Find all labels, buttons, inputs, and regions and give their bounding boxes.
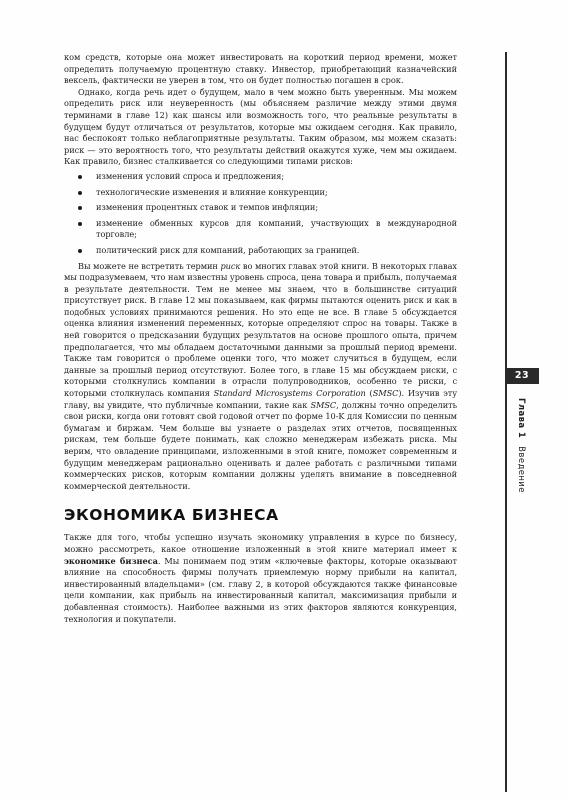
paragraph-intro: ком средств, которые она может инвестировать на короткий период времени, может определить получаемую процентную ставку. Инвестор, приобретающий казначейский вексель, фактически не уверен в том, что он будет полностью погашен в срок. (64, 52, 457, 86)
risk-types-list (64, 171, 457, 257)
term-business-economics: экономике бизнеса (64, 555, 158, 566)
chapter-label: Глава 1 (516, 398, 526, 439)
list-item: технологические изменения и влияние конкуренции; (64, 187, 457, 199)
list-item: политический риск для компаний, работающих за границей. (64, 245, 457, 257)
list-item: изменение обменных курсов для компаний, участвующих в международной торговле; (64, 218, 457, 241)
paragraph-risk-in-book: Вы можете не встретить термин риск во многих главах этой книги. В некоторых главах мы подразумеваем, что нам известны уровень спроса, цена товара и прибыль, получаемая в результате деятельности. Тем не менее мы знаем, что в большинстве ситуаций присутствует риск. В главе 12 мы показываем, как фирмы пытаются оценить риск и как в подобных условиях принимаются решения. Но это еще не все. В главе 5 обсуждается оценка влияния изменений переменных, которые определяют спрос на товары. Также в ней говорится о предсказании будущих результатов на основе прошлого опыта, причем предполагается, что мы обладаем достаточными данными за прошлый период времени. Также там говорится о проблеме оценки того, что может случиться в будущем, если данные за прошлый период отсутствуют. Более того, в главе 15 мы обсуждаем риски, с которыми столкнулись компании в отрасли полупроводников, особенно те риски, с которыми столкнулась компания Standard Microsystems Corporation (SMSC). Изучив эту главу, вы увидите, что публичные компании, такие как SMSC, должны точно определить свои риски, когда они готовят свой годовой отчет по форме 10-K для Комиссии по ценным бумагам и биржам. Чем больше вы узнаете о разделах этих отчетов, посвященных рискам, тем больше будете понимать, как сложно менеджерам избежать риска. Мы верим, что овладение принципами, изложенными в этой книге, поможет современным и будущим менеджерам рационально оценивать и далее работать с различными типами коммерческих рисков, которым компании должны уделять внимание в повседневной коммерческой деятельности. (64, 260, 457, 491)
bullet-icon (78, 206, 82, 210)
paragraph-risk-definition: Однако, когда речь идет о будущем, мало в чем можно быть уверенным. Мы можем определить риск или неуверенность (мы объясняем различие между этими двумя терминами в главе 12) как шансы или возможность того, что реальные результаты в будущем будут отличаться от результатов, которые мы ожидаем сегодня. Как правило, нас беспокоят только неблагоприятные результаты. Таким образом, мы можем сказать: риск — это вероятность того, что результаты действий окажутся хуже, чем мы ожидаем. Как правило, бизнес сталкивается со следующими типами рисков: (64, 86, 457, 167)
company-abbr: SMSC (372, 388, 399, 399)
bullet-icon (78, 222, 82, 226)
paragraph-business-economics: Также для того, чтобы успешно изучать экономику управления в курсе по бизнесу, можно рассмотреть, какое отношение изложенный в этой книге материал имеет к экономике бизнеса. Мы понимаем под этим «ключевые факторы, которые оказывают влияние на способность фирмы получать приемлемую норму прибыли на капитал, инвестированный владельцами» (см. главу 2, в которой обсуждаются также финансовые цели компании, как прибыль на инвестированный капитал, максимизация прибыли и добавленная стоимость). Наиболее важными из этих факторов являются конкуренция, технология и покупатели. (64, 532, 457, 624)
main-text-column (64, 52, 457, 625)
chapter-title: Введение (516, 446, 526, 493)
term-risk: риск (220, 260, 241, 271)
list-item: изменения условий спроса и предложения; (64, 171, 457, 183)
company-name: Standard Microsystems Corporation (213, 388, 366, 399)
bullet-icon (78, 175, 82, 179)
margin-rule (505, 52, 507, 792)
company-abbr-2: SMSC (310, 399, 337, 410)
bullet-icon (78, 191, 82, 195)
list-item: изменения процентных ставок и темпов инфляции; (64, 202, 457, 214)
bullet-icon (78, 249, 82, 253)
page-number: 23 (505, 368, 539, 384)
section-heading: ЭКОНОМИКА БИЗНЕСА (64, 506, 279, 525)
running-head (516, 398, 526, 493)
